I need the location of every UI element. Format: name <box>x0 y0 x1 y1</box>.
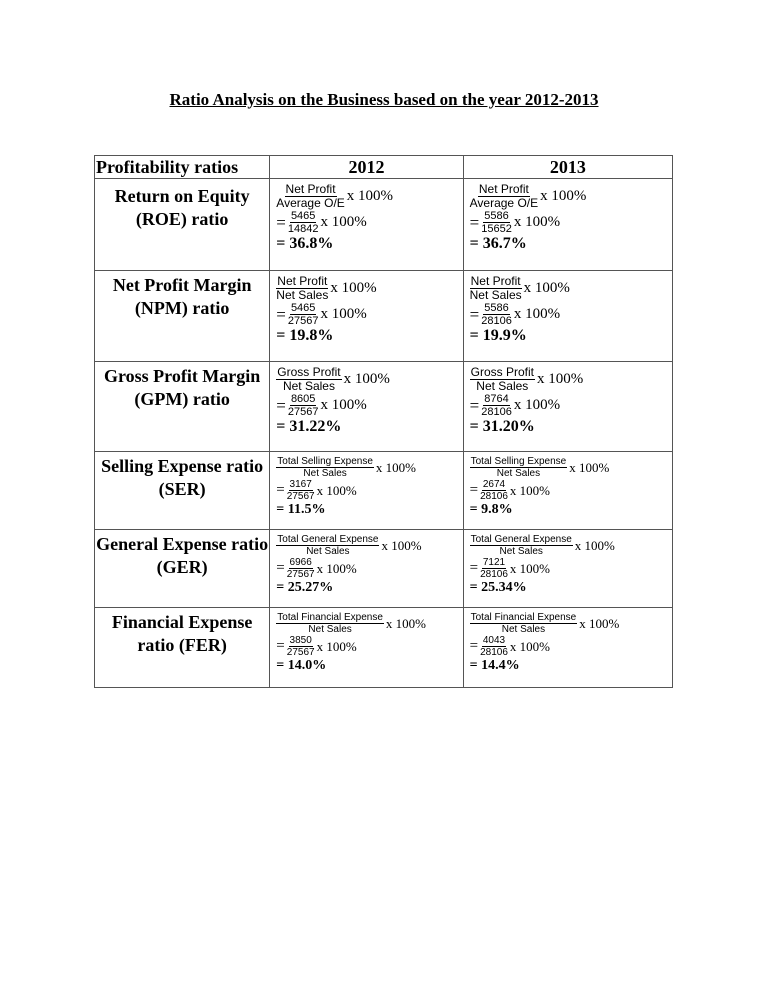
header-label: Profitability ratios <box>95 156 270 179</box>
calc-2013: $\frac{\text{Gross Profit}}{\text{Net Sales}}$ x 100% = $\frac{8764}{28106}$ x 100% = 31.20% <box>463 362 672 452</box>
result-value: = 11.5% <box>276 502 326 517</box>
table-row <box>95 179 673 271</box>
calc-2013: $\frac{\text{Total Selling Expense}}{\text{Net Sales}}$ x 100% = $\frac{2674}{28106}$ x 100% = 9.8% <box>463 452 672 530</box>
header-year-2012: 2012 <box>270 156 463 179</box>
result-value: = 36.7% <box>469 235 527 252</box>
calc-2013: $\frac{\text{Total Financial Expense}}{\text{Net Sales}}$ x 100% = $\frac{4043}{28106}$ x 100% = 14.4% <box>463 608 672 688</box>
calc-2012: $\frac{\text{Net Profit}}{\text{Net Sales}}$ x 100% = $\frac{5465}{27567}$ x 100% = 19.8% <box>270 271 463 362</box>
calc-2012: $\frac{\text{Total Financial Expense}}{\text{Net Sales}}$ x 100% = $\frac{3850}{27567}$ x 100% = 14.0% <box>270 608 463 688</box>
calc-2012: $\frac{\text{Total General Expense}}{\text{Net Sales}}$ x 100% = $\frac{6966}{27567}$ x 100% = 25.27% <box>270 530 463 608</box>
result-value: = 14.0% <box>276 658 327 673</box>
ratio-name: Return on Equity (ROE) ratio <box>95 179 270 271</box>
ratio-name: Selling Expense ratio (SER) <box>95 452 270 530</box>
table-header-row <box>95 156 673 179</box>
calc-2012: $\frac{\text{Total Selling Expense}}{\text{Net Sales}}$ x 100% = $\frac{3167}{27567}$ x 100% = 11.5% <box>270 452 463 530</box>
calc-2012: $\frac{\text{Net Profit}}{\text{Average O/E}}$ x 100% = $\frac{5465}{14842}$ x 100% = 36.8% <box>270 179 463 271</box>
ratio-table <box>94 155 673 688</box>
ratio-name: Gross Profit Margin (GPM) ratio <box>95 362 270 452</box>
calc-2013: $\frac{\text{Net Profit}}{\text{Net Sales}}$ x 100% = $\frac{5586}{28106}$ x 100% = 19.9% <box>463 271 672 362</box>
page-title: Ratio Analysis on the Business based on the year 2012-2013 <box>169 90 599 109</box>
ratio-name: General Expense ratio (GER) <box>95 530 270 608</box>
ratio-name: Financial Expense ratio (FER) <box>95 608 270 688</box>
header-year-2013: 2013 <box>463 156 672 179</box>
result-value: = 25.34% <box>469 580 527 595</box>
result-value: = 31.20% <box>469 418 535 435</box>
calc-2012: $\frac{\text{Gross Profit}}{\text{Net Sales}}$ x 100% = $\frac{8605}{27567}$ x 100% = 31.22% <box>270 362 463 452</box>
table-row <box>95 530 673 608</box>
table-row <box>95 608 673 688</box>
result-value: = 25.27% <box>276 580 334 595</box>
result-value: = 14.4% <box>469 658 520 673</box>
result-value: = 19.9% <box>469 327 527 344</box>
calc-2013: $\frac{\text{Total General Expense}}{\text{Net Sales}}$ x 100% = $\frac{7121}{28106}$ x 100% = 25.34% <box>463 530 672 608</box>
result-value: = 31.22% <box>276 418 342 435</box>
calc-2013: $\frac{\text{Net Profit}}{\text{Average O/E}}$ x 100% = $\frac{5586}{15652}$ x 100% = 36.7% <box>463 179 672 271</box>
result-value: = 19.8% <box>276 327 334 344</box>
table-row <box>95 271 673 362</box>
result-value: = 36.8% <box>276 235 334 252</box>
table-row <box>95 452 673 530</box>
table-row <box>95 362 673 452</box>
result-value: = 9.8% <box>469 502 513 517</box>
ratio-name: Net Profit Margin (NPM) ratio <box>95 271 270 362</box>
